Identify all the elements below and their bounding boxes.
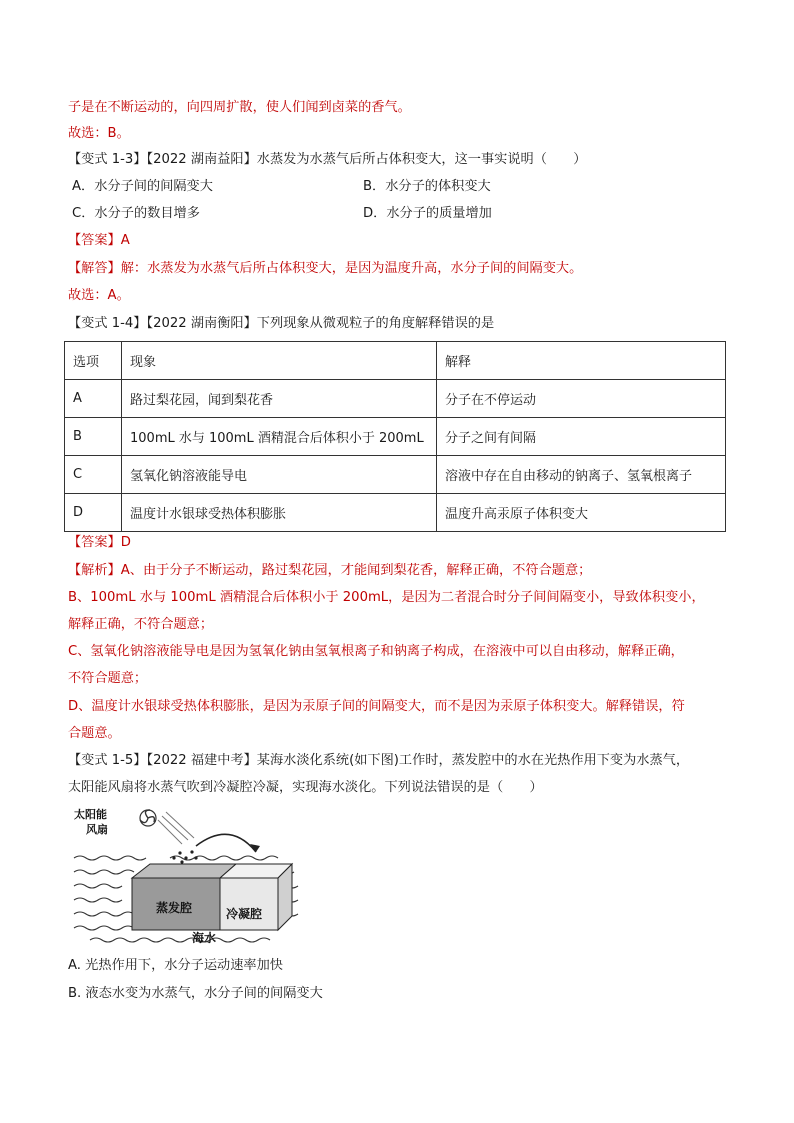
analysis-text: A、由于分子不断运动，路过梨花园，才能闻到梨花香，解释正确，不符合题意； (120, 563, 592, 578)
table-row (65, 418, 726, 456)
label-condensation: 冷凝腔 (226, 907, 263, 921)
option-d: D．水分子的质量增加 (363, 206, 492, 221)
analysis-line (68, 561, 591, 581)
desalination-diagram (70, 806, 300, 946)
table-header-row (65, 342, 726, 380)
table-header: 选项 (65, 342, 122, 380)
text-line: 子是在不断运动的，向四周扩散，使人们闻到卤菜的香气。 (68, 100, 411, 115)
fan-icon (140, 810, 156, 826)
table-header: 现象 (122, 342, 437, 380)
analysis-label: 【解析】 (68, 563, 121, 578)
label-fan-1: 太阳能 (74, 808, 107, 821)
label-evaporation: 蒸发腔 (156, 901, 193, 915)
options-table (64, 341, 726, 532)
answer-label: 【答案】 (68, 233, 121, 248)
answer-line (68, 533, 131, 553)
question-tag: 【变式 1-5】【2022 福建中考】 (68, 753, 257, 768)
analysis-line: 解释正确，不符合题意； (68, 617, 214, 632)
analysis-line: 合题意。 (68, 726, 121, 741)
analysis-line: C、氢氧化钠溶液能导电是因为氢氧化钠由氢氧根离子和钠离子构成，在溶液中可以自由移动，解释正确， (68, 644, 684, 659)
option-a: A. 光热作用下，水分子运动速率加快 (68, 958, 283, 973)
question-stem: 水蒸发为水蒸气后所占体积变大，这一事实说明（ ） (256, 152, 587, 167)
water-vapor (172, 850, 197, 863)
table-cell: 分子之间有间隔 (437, 418, 726, 456)
analysis-line: D、温度计水银球受热体积膨胀，是因为汞原子间的间隔变大，而不是因为汞原子体积变大。解释错误，符 (68, 699, 685, 714)
table-cell: 100mL 水与 100mL 酒精混合后体积小于 200mL (122, 418, 437, 456)
table-row (65, 380, 726, 418)
question-stem: 某海水淡化系统(如下图)工作时，蒸发腔中的水在光热作用下变为水蒸气， (256, 753, 690, 768)
solution-text: 解：水蒸发为水蒸气后所占体积变大，是因为温度升高，水分子间的间隔变大。 (120, 261, 583, 276)
table-cell: 氢氧化钠溶液能导电 (122, 456, 437, 494)
text-line: 故选：B。 (68, 126, 130, 141)
question-1-4 (68, 314, 494, 334)
table-header: 解释 (437, 342, 726, 380)
option-b: B．水分子的体积变大 (363, 179, 491, 194)
answer-label: 【答案】 (68, 535, 121, 550)
condensation-chamber (220, 878, 278, 930)
question-tag: 【变式 1-4】【2022 湖南衡阳】 (68, 316, 257, 331)
question-stem: 下列现象从微观粒子的角度解释错误的是 (256, 316, 495, 331)
table-row (65, 456, 726, 494)
question-tag: 【变式 1-3】【2022 湖南益阳】 (68, 152, 257, 167)
label-fan-2: 风扇 (86, 823, 108, 836)
sun-rays (158, 812, 194, 844)
solution-line (68, 259, 582, 279)
solution-label: 【解答】 (68, 261, 121, 276)
option-c: C．水分子的数目增多 (72, 206, 200, 221)
choose-line: 故选：A。 (68, 288, 130, 303)
table-cell: 路过梨花园，闻到梨花香 (122, 380, 437, 418)
table-cell: D (65, 494, 122, 532)
question-1-3 (68, 150, 586, 170)
table-cell: A (65, 380, 122, 418)
table-row (65, 494, 726, 532)
option-a: A．水分子间的间隔变大 (72, 179, 213, 194)
table-cell: 温度升高汞原子体积变大 (437, 494, 726, 532)
analysis-line: B、100mL 水与 100mL 酒精混合后体积小于 200mL，是因为二者混合时分子间间隔变小，导致体积变小， (68, 590, 705, 605)
analysis-line: 不符合题意； (68, 671, 148, 686)
answer-value: A (120, 233, 130, 248)
question-1-5 (68, 751, 689, 771)
table-cell: 温度计水银球受热体积膨胀 (122, 494, 437, 532)
table-cell: 分子在不停运动 (437, 380, 726, 418)
table-cell: B (65, 418, 122, 456)
question-stem-line: 太阳能风扇将水蒸气吹到冷凝腔冷凝，实现海水淡化。下列说法错误的是（ ） (68, 780, 543, 795)
label-sea: 海水 (192, 931, 217, 945)
answer-value: D (120, 535, 131, 550)
option-b: B. 液态水变为水蒸气，水分子间的间隔变大 (68, 986, 323, 1001)
table-cell: C (65, 456, 122, 494)
answer-line (68, 231, 130, 251)
table-cell: 溶液中存在自由移动的钠离子、氢氧根离子 (437, 456, 726, 494)
airflow-arrow (196, 834, 256, 852)
